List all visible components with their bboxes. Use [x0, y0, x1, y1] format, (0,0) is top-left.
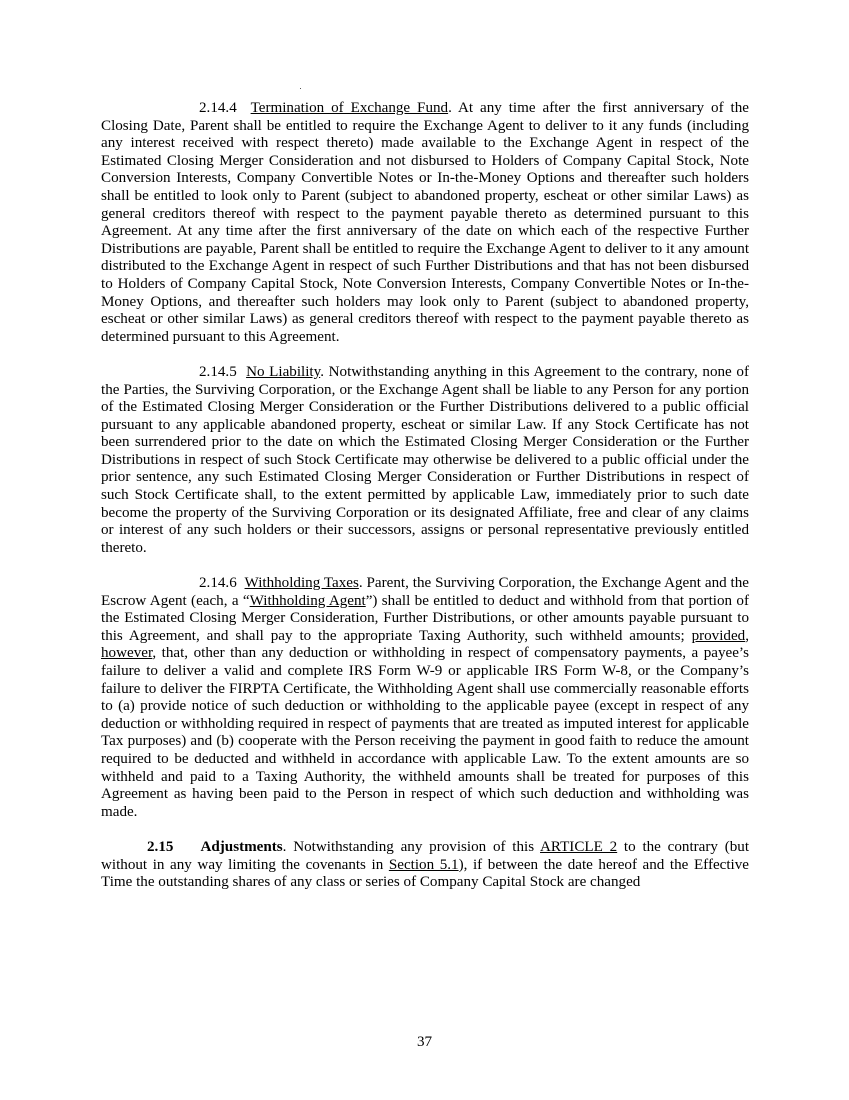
- cross-reference-link[interactable]: ARTICLE 2: [540, 838, 618, 855]
- separator: ,: [745, 627, 749, 644]
- section-heading: Withholding Taxes: [244, 575, 359, 592]
- section-text: ), if between the date hereof and the Effective Time the outstanding shares of any class or series of Company Capital Stock are changed: [101, 856, 749, 891]
- however-term: however: [101, 645, 153, 662]
- section-text: . Notwithstanding any provision of this: [282, 838, 541, 855]
- section-number: 2.14.5: [199, 363, 237, 380]
- section-text: Notwithstanding anything in this Agreement to the contrary, none of the Parties, the Surviving Corporation, or the Exchange Agent shall be liable to any Person for any portion of the Estimated Closing Merger Consideration or the Further Distributions delivered to a public official pursuant to any applicable abandoned property, escheat or similar Law. If any Stock Certificate has not been surrendered prior to the date on which the Estimated Closing Merger Consideration or the Further Distributions in respect of such Stock Certificate may otherwise be delivered to a public official under the prior sentence, any such Estimated Closing Merger Consideration or Further Distributions in respect of such Stock Certificate shall, to the extent permitted by applicable Law, immediately prior to such date become the property of the Surviving Corporation or its designated Affiliate, free and clear of any claims or interest of any such holders or their successors, assigns or personal representative previously entitled thereto.: [101, 363, 749, 556]
- section-2-14-6: 2.14.6 Withholding Taxes. Parent, the Surviving Corporation, the Exchange Agent and the Escrow Agent (each, a “Withholding Agent”) shall be entitled to deduct and withhold from that portion of the Estimated Closing Merger Consideration, Further Distributions, or other amounts payable pursuant to this Agreement, and shall pay to the appropriate Taxing Authority, such withheld amounts; provided, however, that, other than any deduction or withholding in respect of compensatory payments, a payee’s failure to deliver a valid and complete IRS Form W-9 or applicable IRS Form W-8, or the Company’s failure to deliver the FIRPTA Certificate, the Withholding Agent shall use commercially reasonable efforts to (a) provide notice of such deduction or withholding to the applicable payee (except in respect of any deduction or withholding required in respect of payments that are treated as imputed interest for applicable Tax purposes) and (b) cooperate with the Person receiving the payment in good faith to reduce the amount required to be deducted and withheld in accordance with applicable Law. To the extent amounts are so withheld and paid to a Taxing Authority, the withheld amounts shall be treated for purposes of this Agreement as having been paid to the Person in respect of which such deduction and withholding was made.: [101, 575, 749, 820]
- section-heading: Termination of Exchange Fund: [250, 100, 449, 116]
- stray-mark: [300, 88, 301, 89]
- section-number: 2.14.6: [199, 575, 237, 592]
- section-heading: Adjustments: [200, 838, 283, 855]
- section-text: to the contrary (but without in any way limiting the covenants in: [101, 838, 750, 873]
- section-text: , that, other than any deduction or withholding in respect of compensatory payments, a payee’s failure to deliver a valid and complete IRS Form W-9 or applicable IRS Form W-8, or the Company’s failure to deliver the FIRPTA Certificate, the Withholding Agent shall use commercially reasonable efforts to (a) provide notice of such deduction or withholding to the applicable payee (except in respect of any deduction or withholding required in respect of payments that are treated as imputed interest for applicable Tax purposes) and (b) cooperate with the Person receiving the payment in good faith to reduce the amount required to be deducted and withheld in accordance with applicable Law. To the extent amounts are so withheld and paid to a Taxing Authority, the withheld amounts shall be treated for purposes of this Agreement as having been paid to the Person in respect of which such deduction and withholding was made.: [101, 645, 749, 820]
- defined-term: Withholding Agent: [249, 592, 366, 609]
- document-page: [101, 100, 749, 909]
- section-2-14-4: 2.14.4 Termination of Exchange Fund. At any time after the first anniversary of the Closing Date, Parent shall be entitled to require the Exchange Agent to deliver to it any funds (including any interest received with respect thereto) made available to the Exchange Agent in respect of the Estimated Closing Merger Consideration and not disbursed to Holders of Company Capital Stock, Note Conversion Interests, Company Convertible Notes or In-the-Money Options and thereafter such holders shall be entitled to look only to Parent (subject to abandoned property, escheat or other similar Laws) as general creditors thereof with respect to the payment payable thereto as determined pursuant to this Agreement. At any time after the first anniversary of the date on which each of the respective Further Distributions are payable, Parent shall be entitled to require the Exchange Agent to deliver to it any amount distributed to the Exchange Agent in respect of such Further Distributions and that has not been disbursed to Holders of Company Capital Stock, Note Conversion Interests, Company Convertible Notes or In-the-Money Options, and thereafter such holders may look only to Parent (subject to abandoned property, escheat or other similar Laws) as general creditors thereof with respect to the payment payable thereto as determined pursuant to this Agreement.: [101, 100, 750, 345]
- section-number: 2.14.4: [199, 100, 237, 116]
- section-number: 2.15: [147, 838, 174, 855]
- section-2-15: [101, 839, 749, 892]
- provided-term: provided: [691, 627, 746, 644]
- section-text: Parent, the Surviving Corporation, the Exchange Agent and the Escrow Agent (each, a “: [101, 575, 749, 609]
- section-2-14-5: 2.14.5 No Liability. Notwithstanding anything in this Agreement to the contrary, none of the Parties, the Surviving Corporation, or the Exchange Agent shall be liable to any Person for any portion of the Estimated Closing Merger Consideration or the Further Distributions delivered to a public official pursuant to any applicable abandoned property, escheat or similar Law. If any Stock Certificate has not been surrendered prior to the date on which the Estimated Closing Merger Consideration or the Further Distributions in respect of such Stock Certificate may otherwise be delivered to a public official under the prior sentence, any such Estimated Closing Merger Consideration or Further Distributions in respect of such Stock Certificate shall, to the extent permitted by applicable Law, immediately prior to such date become the property of the Surviving Corporation or its designated Affiliate, free and clear of any claims or interest of any such holders or their successors, assigns or personal representative previously entitled thereto.: [101, 363, 749, 556]
- cross-reference-link[interactable]: Section 5.1: [388, 856, 459, 873]
- section-heading: No Liability: [246, 363, 321, 380]
- page-number: 37: [416, 1034, 433, 1050]
- section-text: At any time after the first anniversary of the Closing Date, Parent shall be entitled to require the Exchange Agent to deliver to it any funds (including any interest received with respect thereto) made available to the Exchange Agent in respect of the Estimated Closing Merger Consideration and not disbursed to Holders of Company Capital Stock, Note Conversion Interests, Company Convertible Notes or In-the-Money Options and thereafter such holders shall be entitled to look only to Parent (subject to abandoned property, escheat or other similar Laws) as general creditors thereof with respect to the payment payable thereto as determined pursuant to this Agreement. At any time after the first anniversary of the date on which each of the respective Further Distributions are payable, Parent shall be entitled to require the Exchange Agent to deliver to it any amount distributed to the Exchange Agent in respect of such Further Distributions and that has not been disbursed to Holders of Company Capital Stock, Note Conversion Interests, Company Convertible Notes or In-the-Money Options, and thereafter such holders may look only to Parent (subject to abandoned property, escheat or other similar Laws) as general creditors thereof with respect to the payment payable thereto as determined pursuant to this Agreement.: [101, 100, 750, 345]
- section-text: ”) shall be entitled to deduct and withhold from that portion of the Estimated Closing Merger Consideration, Further Distributions, or other amounts payable pursuant to this Agreement, and shall pay to the appropriate Taxing Authority, such withheld amounts;: [101, 592, 749, 644]
